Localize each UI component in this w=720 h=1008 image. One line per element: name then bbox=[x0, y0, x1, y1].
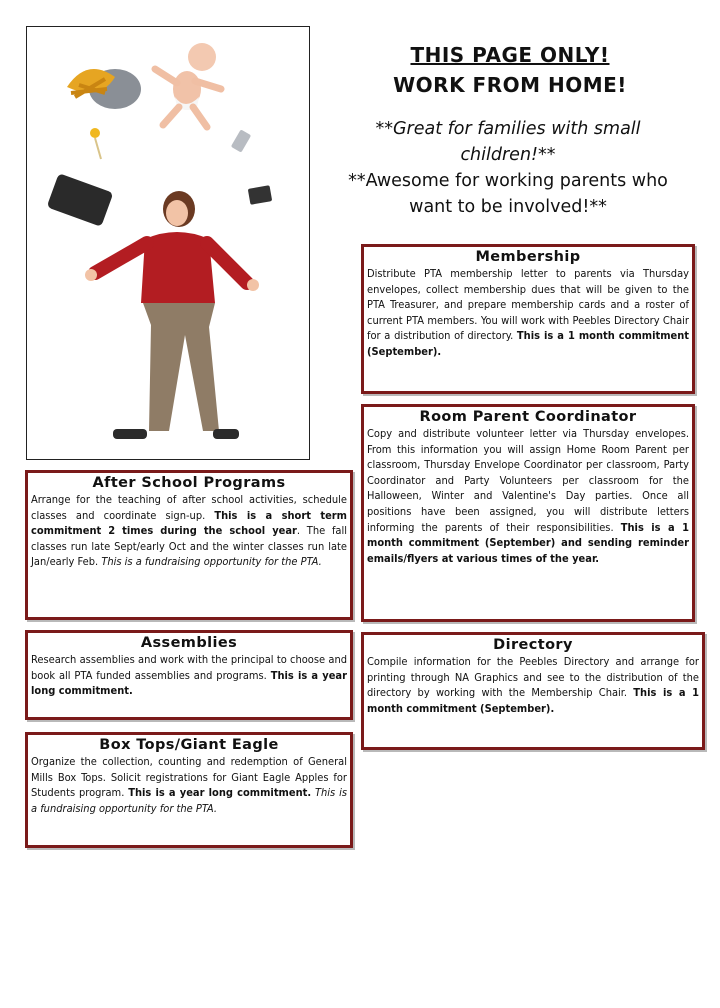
directory-title: Directory bbox=[493, 637, 573, 653]
membership-box bbox=[361, 244, 695, 394]
assemblies-box bbox=[25, 630, 353, 720]
headline-line-2: WORK FROM HOME! bbox=[393, 73, 627, 97]
after-school-text: Arrange for the teaching of after school activities, schedule classes and coordinate sign-up. This is a short term commitment 2 times during the school year. The fall classes run late Sept/early Oct and the winter classes run late Jan/early Feb. This is a fundraising opportunity for the PTA. bbox=[31, 493, 347, 569]
juggling-parent-photo bbox=[26, 26, 310, 460]
directory-text: Compile information for the Peebles Directory and arrange for printing through NA Graphics and see to the distribution of the directory by working with the Membership Chair. This is a 1 month commitment (September). bbox=[367, 655, 699, 715]
room-parent-text: Copy and distribute volunteer letter via Thursday envelopes. From this information you will assign Home Room Parent per classroom, Thursday Envelope Coordinator per classroom, Party Coordinator and Party Volunteers per classroom for the Halloween, Winter and Valentine's Day parties. Once all positions have been assigned, you will distribute letters informing the parents of their responsibilities. This is a 1 month commitment (September) and sending reminder emails/flyers at various times of the year. bbox=[367, 427, 689, 565]
directory-box bbox=[361, 632, 705, 750]
camera-icon bbox=[248, 185, 272, 205]
woman-figure bbox=[85, 191, 259, 439]
membership-title: Membership bbox=[475, 249, 581, 265]
after-school-title: After School Programs bbox=[92, 475, 286, 491]
wallet-icon bbox=[47, 173, 114, 227]
headline-line-1: THIS PAGE ONLY! bbox=[410, 43, 610, 67]
food-bowl-icon bbox=[67, 69, 141, 109]
cell-phone-icon bbox=[231, 129, 251, 152]
assemblies-title: Assemblies bbox=[140, 635, 238, 651]
room-parent-title: Room Parent Coordinator bbox=[419, 409, 637, 425]
headline bbox=[365, 40, 655, 100]
tagline-line-2: **Awesome for working parents who want to be involved!** bbox=[348, 171, 668, 217]
tagline-line-1: **Great for families with small children!** bbox=[375, 119, 641, 165]
baby-icon bbox=[155, 43, 221, 127]
assemblies-text: Research assemblies and work with the principal to choose and book all PTA funded assemblies and programs. This is a year long commitment. bbox=[31, 653, 347, 698]
tagline bbox=[338, 116, 678, 220]
after-school-box bbox=[25, 470, 353, 620]
box-tops-title: Box Tops/Giant Eagle bbox=[99, 737, 279, 753]
juggling-illustration bbox=[27, 27, 309, 459]
box-tops-box bbox=[25, 732, 353, 848]
room-parent-box bbox=[361, 404, 695, 622]
box-tops-text: Organize the collection, counting and redemption of General Mills Box Tops. Solicit registrations for Giant Eagle Apples for Students program. This is a year long commitment. This is a fundraising opportunity for the PTA. bbox=[31, 755, 347, 815]
lollipop-icon bbox=[90, 128, 101, 159]
membership-text: Distribute PTA membership letter to parents via Thursday envelopes, collect membership dues that will be given to the PTA Treasurer, and prepare membership cards and a roster of current PTA members. You will work with Peebles Directory Chair for a distribution of directory. This is a 1 month commitment (September). bbox=[367, 267, 690, 358]
